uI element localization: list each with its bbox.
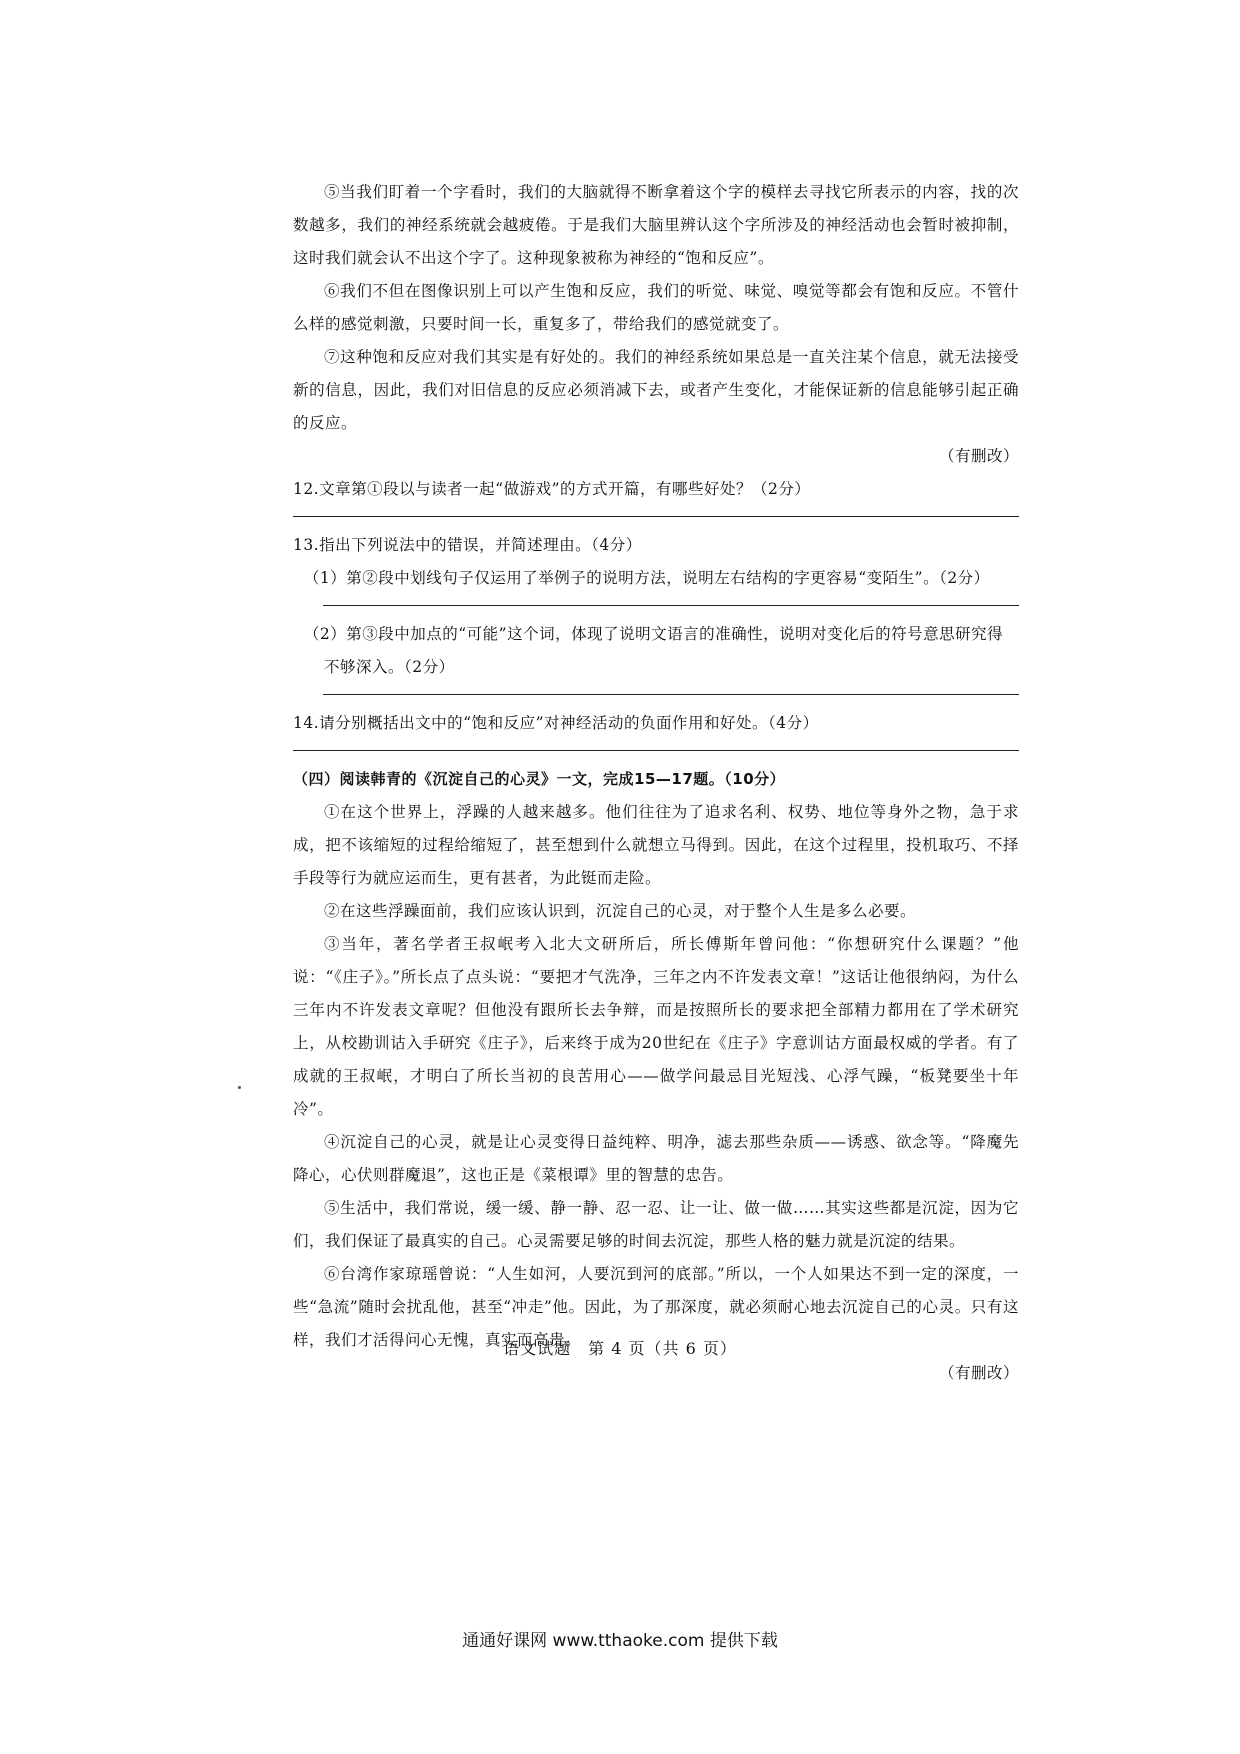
section-four-paragraph-5: ⑤生活中，我们常说，缓一缓、静一静、忍一忍、让一让、做一做……其实这些都是沉淀，因为它们，我们保证了最真实的自己。心灵需要足够的时间去沉淀，那些人格的魅力就是沉淀的结果。 [293, 1199, 1019, 1250]
passage-paragraph-7: ⑦这种饱和反应对我们其实是有好处的。我们的神经系统如果总是一直关注某个信息，就无法接受新的信息，因此，我们对旧信息的反应必须消减下去，或者产生变化，才能保证新的信息能够引起正确的反应。 [293, 348, 1019, 432]
question-13-2: （2）第③段中加点的“可能”这个词，体现了说明文语言的准确性，说明对变化后的符号意思研究得不够深入。（2分） [303, 625, 1004, 676]
question-13: 13.指出下列说法中的错误，并简述理由。（4分） [293, 536, 642, 554]
section-four-credit: （有删改） [938, 1364, 1019, 1382]
section-four-title: （四）阅读韩青的《沉淀自己的心灵》一文，完成15—17题。（10分） [293, 770, 786, 788]
passage-credit-row [293, 440, 1019, 473]
page-content [293, 176, 1019, 1390]
passage-paragraph-6: ⑥我们不但在图像识别上可以产生饱和反应，我们的听觉、味觉、嗅觉等都会有饱和反应。不管什么样的感觉刺激，只要时间一长，重复多了，带给我们的感觉就变了。 [293, 282, 1019, 333]
section-four-paragraph-6: ⑥台湾作家琼瑶曾说：“人生如河，人要沉到河的底部。”所以，一个人如果达不到一定的深度，一些“急流”随时会扰乱他，甚至“冲走”他。因此，为了那深度，就必须耐心地去沉淀自己的心灵。只有这样，我们才活得问心无愧，真实而高贵。 [293, 1265, 1019, 1349]
section-four-credit-row [293, 1357, 1019, 1390]
section-four-paragraph-3: ③当年，著名学者王叔岷考入北大文研所后，所长傅斯年曾问他：“你想研究什么课题？”他说：“《庄子》。”所长点了点头说：“要把才气洗净，三年之内不许发表文章！”这话让他很纳闷，为什么三年内不许发表文章呢？但他没有跟所长去争辩，而是按照所长的要求把全部精力都用在了学术研究上，从校勘训诂入手研究《庄子》，后来终于成为20世纪在《庄子》字意训诂方面最权威的学者。有了成就的王叔岷，才明白了所长当初的良苦用心——做学问最忌目光短浅、心浮气躁，“板凳要坐十年冷”。 [293, 935, 1019, 1118]
passage-paragraph-5: ⑤当我们盯着一个字看时，我们的大脑就得不断拿着这个字的模样去寻找它所表示的内容，找的次数越多，我们的神经系统就会越疲倦。于是我们大脑里辨认这个字所涉及的神经活动也会暂时被抑制，这时我们就会认不出这个字了。这种现象被称为神经的“饱和反应”。 [293, 183, 1019, 267]
question-14: 14.请分别概括出文中的“饱和反应”对神经活动的负面作用和好处。（4分） [293, 714, 819, 732]
passage-credit: （有删改） [938, 447, 1019, 465]
page-footer: 语文试题 第 4 页（共 6 页） [503, 1339, 737, 1358]
question-13-1: （1）第②段中划线句子仅运用了举例子的说明方法，说明左右结构的字更容易“变陌生”。（2分） [303, 569, 990, 587]
scan-speck [238, 1086, 241, 1089]
answer-line-13-2 [323, 694, 1019, 695]
question-12: 12.文章第①段以与读者一起“做游戏”的方式开篇，有哪些好处？（2分） [293, 480, 811, 498]
download-watermark: 通通好课网 www.tthaoke.com 提供下载 [462, 1631, 778, 1651]
answer-line-14 [293, 750, 1019, 751]
answer-line-12 [293, 516, 1019, 517]
answer-line-13-1 [323, 605, 1019, 606]
section-four-paragraph-4: ④沉淀自己的心灵，就是让心灵变得日益纯粹、明净，滤去那些杂质——诱惑、欲念等。“降魔先降心，心伏则群魔退”，这也正是《菜根谭》里的智慧的忠告。 [293, 1133, 1019, 1184]
section-four-paragraph-2: ②在这些浮躁面前，我们应该认识到，沉淀自己的心灵，对于整个人生是多么必要。 [324, 902, 917, 920]
section-four-paragraph-1: ①在这个世界上，浮躁的人越来越多。他们往往为了追求名利、权势、地位等身外之物，急于求成，把不该缩短的过程给缩短了，甚至想到什么就想立马得到。因此，在这个过程里，投机取巧、不择手段等行为就应运而生，更有甚者，为此铤而走险。 [293, 803, 1019, 887]
